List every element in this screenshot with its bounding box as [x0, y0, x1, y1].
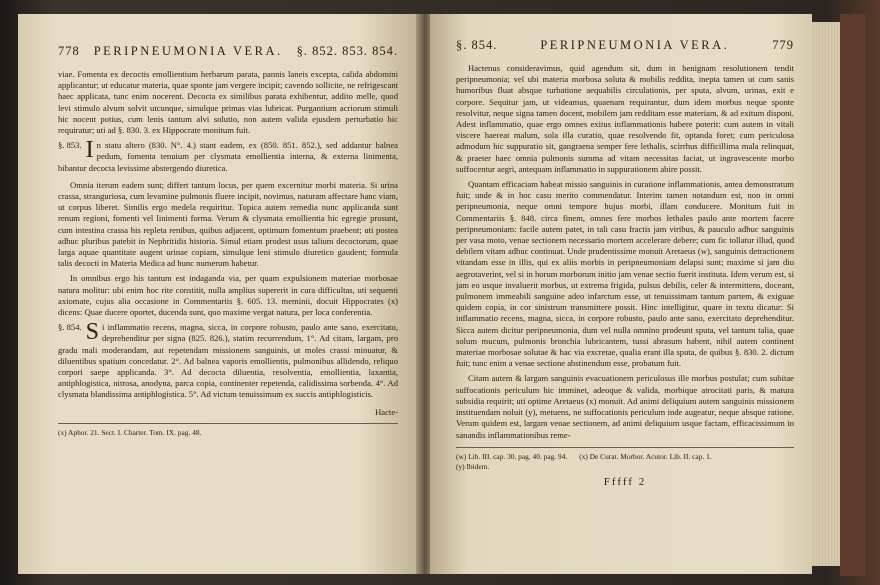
left-paragraph-1: viae. Fomenta ex decoctis emollientium herbarum parata, pannis laneis excepta, calida abdomini applicantur; ut educatur materia, quae sponte jam vergere incipit; cavendo sollicite, ne refrigescant haec applicata, tunc enim nocerent. Decocta ex similibus parata exhibentur, addito melle, quod levi stimulo alvum solvit utcunque, simulque primas vias lubricat. Purgantium acriorum stimuli hic nocent potius, cum lenis tantum alvi solutio, non autem valida ejusdem perturbatio hic requiratur; uti ad §. 830. 3. ex Hippocrate monitum fuit. [58, 69, 398, 136]
page-block-edge [812, 22, 840, 566]
section-853 [58, 137, 398, 174]
right-page-number: 779 [772, 38, 794, 52]
left-paragraph-2: Omnia iterum eadem sunt; differt tantum locus, per quem excernitur morbi materia. Si urina crassa, stranguriosa, cum levamine pulmonis fluere incipit, novimus, naturam affectare hanc viam, ut corpus liberet. Similis ergo medela requiritur. Topica autem remedia nunc applicanda sunt renum regioni, fomenti vel linimenti forma. Verum & clysmata emollientia hic egregie prosunt, cum intestina crassa his repleta renibus, quibus adjacent, optimum fomentum praebent; uti postea adhuc pluribus patebit in Nephritidis historia. Simul etiam prodest usus talium decoctorum, quae larga aquae quantitate augent urinae copiam, simulque leni stimulo diuretico gaudent; formula talis decocti in Materia Medica ad hunc numerum habetur. [58, 179, 398, 269]
right-paragraph-1: Hactenus consideravimus, quid agendum sit, dum in benignam resolutionem tendit peripneumonia; vel ubi materia morbosa soluta & mobilis reddita, inepta tamen ut cum sanis humoribus fluat absque turbatione aequabilis circulationis, per sputa, alvum, urinas, exit e corpore. Sequitur jam, ut videamus, quaenam requirantur, dum idem morbus neque sponte resolvitur, neque signa tamen docent, mobilem jam redditam esse materiam, & ad exitum disponi. Adest inflammatio, quae ergo omnes exitus inflammationis habere poterit: cum autem in vitali viscere haereat malum, sola illa curatio, quae resolvendo fit, optanda foret; cum periculosa admodum hic suppuratio sit, gangraena semper fere lethalis, scirrhus difficillima mala relinquat, & praeter haec omnia pulmonis summa ad vitam necessitas faciat, ut ingravescente morbo suffocentur aegri, antequam inflammatio in suppurationem abire possit. [456, 63, 794, 174]
left-running-head [58, 44, 398, 59]
left-catchword: Hacte- [375, 406, 398, 417]
left-page [18, 14, 420, 574]
footnote-w: (w) Lib. III. cap. 30. pag. 40. pag. 94. [456, 451, 568, 461]
left-paragraph-3: In omnibus ergo his tantum est indaganda via, per quam expulsionem materiae morbosae natura molitur: ubi enim hoc rite constitit, nulla amplius supererit in cura difficultas, uti sequenti axiomate, cujus alia occasione in Commentariis §. 605. 13. meminii, docuit Hippocrates (x) dicens: Quae ducere oportet, ducenda sunt, quo maxime vergat natura, per loca conferentia. [58, 273, 398, 318]
section-853-text: n statu altero (830. N°. 4.) stant eadem, ex (850. 851. 852.), sed addantur balnea pedum, fomenta tenuium per clysmata emollientia interna, & externa linimenta, bibantur decocta levissime abstergendo diuretica. [58, 140, 398, 173]
section-854 [58, 319, 398, 400]
right-running-title: PERIPNEUMONIA VERA. [540, 38, 730, 52]
footnote-x: (x) De Curat. Morbor. Acutor. Lib. II. cap. 1. [579, 451, 712, 461]
section-854-number: §. 854. [58, 322, 82, 333]
right-paragraph-2: Quantam efficaciam habeat missio sanguinis in curatione inflammationis, antea demonstratum fuit; unde & in hoc casu merito commendatur. Interim tamen notandum est, non in omni peripneumonia, neque omni tempore hujus morbi, illam conducere. Monitum fuit in Commentariis §. 848. circa finem, omnes fere morbos lethales paulo ante mortem facere peripneumoniam: facile autem patet, in tali casu fractis jam viribus, & pauculo adhuc sanguinis per vasa moto, venae sectionem necessario mortem accelerare debere; cum fic tollatur illud, quod debilem vitam adhuc continuat. Unde prudentissime monuit Aretaeus (w), sanguinis detractionem vitandam esse in illis, qui ex aliis morbis in peripneumoniam delapsi sunt; maxime si jam diu aegrotaverint, vel si in horum morborum initio jam venae sectio fuerit instituta. Idem verum est, si jam eo usque invaluerit morbus, ut extrema frigida, pulsus debilis, celer & intermittens, doceant, pulmonem immeabili sanguine adeo infarctum esse, ut tenuissimam tantum partem, & exiguae quidem copia, in cor sinistrum transmittere possit. Hinc intelligitur, quare in textu dicatur: Si inflammatio recens, magna, sicca, in corpore robusto, paulo ante sano, exercitato deprehenditur. Sicca autem dicitur peripneumonia, dum vel nulla omnino prodeunt sputa, vel tantum talia, quae solum mucum, pulmonis bronchia lubricantem, tussi abrasum habent, nihil autem continent materiae morbosae solutae & hac via excretae, qualia erant illa sputa, de quibus §. 830. 2. dictum fuit; tunc enim a venae sectione abstinendum esse, probatum fuit. [456, 179, 794, 369]
left-page-number: 778 [58, 44, 80, 58]
left-footnote: (x) Aphor. 21. Sect. I. Charter. Tom. IX. pag. 48. [58, 423, 398, 438]
section-854-text: i inflammatio recens, magna, sicca, in corpore robusto, paulo ante sano, exercitato, deprehenditur per signa (825. 826.), statim recurrendum, 1°. Ad citam, largam, pro gradu mali moderandam, aut repetendam missionem sanguinis, ut moles crassi minuatur, & diluentibus spatium concedatur. 2°. Ad balnea vaporis emollientis, pulmonibus allidendo, reliquo corpori saepe applicanda. 3°. Ad decocta diluentia, resolventia, emollientia, laxantia, antiphlogistica, nitrosa, anodyna, parca copia, continenter repetenda, calidissima sorbenda. 4°. Ad clysmata blandissima antiphlogistica. 5°. Ad victum tenuissimum ex succis antiphlogisticis. [58, 322, 398, 400]
right-sections-ref: §. 854. [456, 38, 498, 52]
section-853-number: §. 853. [58, 140, 82, 151]
right-paragraph-3: Citam autem & largam sanguinis evacuationem periculosus ille morbus postulat; cum subitae suffocationis periculum hic imminet, adeoque & valida, morbique atrocitati paris, & matura subsidia requirit; uti optime Aretaeus (x) monuit. Ad animi deliquium autem sanguinis missionem instituendam noluit (y), metuens, ne suffocationis periculum inde augeatur, neque absque ratione. Verum quidem est, largam venae sectionem, ad animi deliquium usque factam, efficacissimum in sanandis inflammationibus reme- [456, 373, 794, 440]
left-sections-ref: §. 852. 853. 854. [296, 44, 398, 58]
right-page [430, 14, 812, 574]
section-854-drop-cap: S [85, 319, 99, 346]
right-running-head [456, 38, 794, 53]
left-running-title: PERIPNEUMONIA VERA. [93, 44, 283, 58]
signature-mark: Fffff 2 [603, 475, 647, 488]
footnote-y: (y) Ibidem. [456, 461, 490, 471]
right-footnotes [456, 447, 794, 472]
section-853-drop-cap: I [85, 137, 94, 164]
back-cover-board [840, 14, 866, 576]
